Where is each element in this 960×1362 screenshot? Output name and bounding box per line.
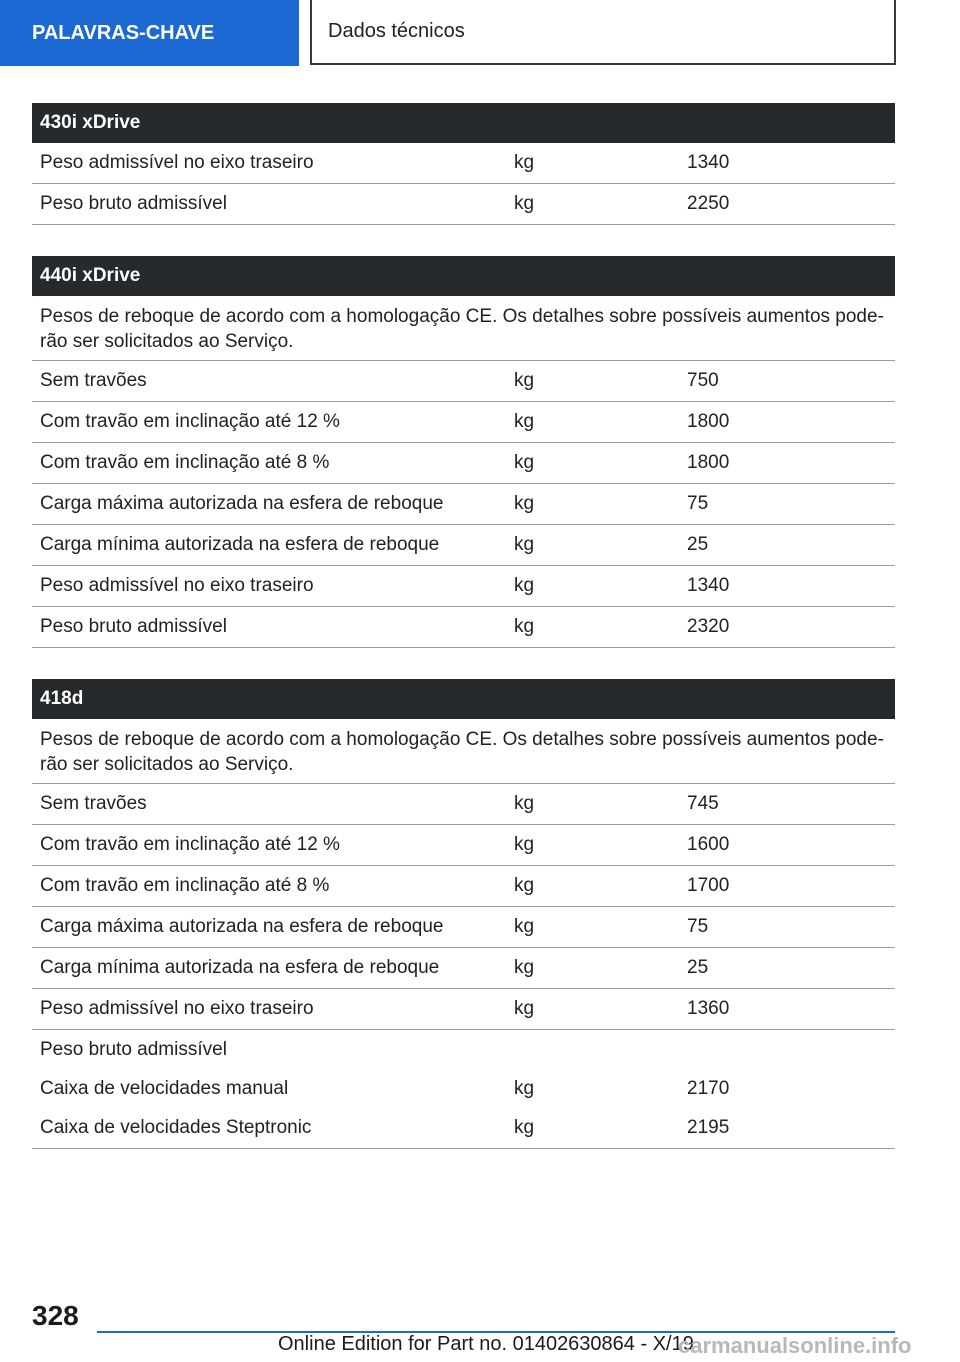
row-value: 1340 <box>687 152 730 173</box>
table-row <box>32 1108 895 1149</box>
table-row <box>32 361 895 402</box>
table-row <box>32 866 895 907</box>
row-value: 745 <box>687 793 719 814</box>
row-value: 2320 <box>687 616 730 637</box>
row-label: Peso bruto admissível <box>40 193 227 214</box>
row-unit: kg <box>514 370 535 391</box>
row-label: Carga mínima autorizada na esfera de reboque <box>40 534 440 555</box>
footer-edition-text: Online Edition for Part no. 01402630864 - X/19 <box>278 1333 694 1355</box>
row-label: Com travão em inclinação até 8 % <box>40 452 330 473</box>
table-row <box>32 566 895 607</box>
row-label: Caixa de velocidades manual <box>40 1077 289 1099</box>
section-title: 440i xDrive <box>32 256 895 296</box>
section-note: Pesos de reboque de acordo com a homologação CE. Os detalhes sobre possíveis aumentos pode-rão ser solicitados ao Serviço. <box>32 296 895 361</box>
table-row <box>32 825 895 866</box>
row-unit: kg <box>514 998 535 1019</box>
section-note: Pesos de reboque de acordo com a homologação CE. Os detalhes sobre possíveis aumentos pode-rão ser solicitados ao Serviço. <box>32 719 895 784</box>
row-value: 1340 <box>687 575 730 596</box>
row-label: Peso admissível no eixo traseiro <box>40 998 314 1019</box>
table-row <box>32 402 895 443</box>
header-bar <box>0 0 960 66</box>
row-value: 25 <box>687 957 709 978</box>
row-value: 2250 <box>687 193 730 214</box>
row-unit: kg <box>514 834 535 855</box>
table-row <box>32 184 895 225</box>
row-unit: kg <box>514 575 535 596</box>
table-row-gross-header <box>32 1030 895 1069</box>
row-value: 75 <box>687 916 709 937</box>
row-unit: kg <box>514 616 535 637</box>
row-unit: kg <box>514 411 535 432</box>
row-unit: kg <box>514 1117 535 1138</box>
table-row <box>32 443 895 484</box>
row-unit: kg <box>514 493 535 514</box>
row-value: 25 <box>687 534 709 555</box>
row-unit: kg <box>514 1077 535 1099</box>
row-value: 1800 <box>687 411 730 432</box>
row-label: Carga mínima autorizada na esfera de reboque <box>40 957 440 978</box>
row-unit: kg <box>514 916 535 937</box>
row-label: Peso bruto admissível <box>40 616 227 637</box>
spec-content <box>32 103 895 1180</box>
row-value: 750 <box>687 370 719 391</box>
spec-section-430i <box>32 103 895 225</box>
table-row <box>32 948 895 989</box>
section-tab-technical-data[interactable]: Dados técnicos <box>310 0 896 65</box>
row-label: Com travão em inclinação até 12 % <box>40 411 340 432</box>
table-row <box>32 907 895 948</box>
section-title: 430i xDrive <box>32 103 895 143</box>
row-label: Peso admissível no eixo traseiro <box>40 152 314 173</box>
section-title: 418d <box>32 679 895 719</box>
row-label: Peso admissível no eixo traseiro <box>40 575 314 596</box>
row-value: 1360 <box>687 998 730 1019</box>
row-value: 1800 <box>687 452 730 473</box>
table-row <box>32 784 895 825</box>
row-label: Com travão em inclinação até 8 % <box>40 875 330 896</box>
row-unit: kg <box>514 793 535 814</box>
row-value: 1600 <box>687 834 730 855</box>
watermark: carmanualsonline.info <box>678 1333 912 1358</box>
row-label: Caixa de velocidades Steptronic <box>40 1117 312 1138</box>
table-row <box>32 607 895 648</box>
spec-section-418d <box>32 679 895 1149</box>
spec-section-440i <box>32 256 895 648</box>
row-label: Sem travões <box>40 793 147 814</box>
row-unit: kg <box>514 152 535 173</box>
keywords-tab[interactable]: PALAVRAS-CHAVE <box>0 0 299 66</box>
row-unit: kg <box>514 534 535 555</box>
row-label: Peso bruto admissível <box>40 1038 227 1060</box>
row-unit: kg <box>514 193 535 214</box>
table-row <box>32 1069 895 1108</box>
row-value: 1700 <box>687 875 730 896</box>
table-row <box>32 989 895 1030</box>
table-row <box>32 525 895 566</box>
row-unit: kg <box>514 957 535 978</box>
table-row <box>32 143 895 184</box>
table-row <box>32 484 895 525</box>
row-label: Carga máxima autorizada na esfera de reboque <box>40 493 444 514</box>
page-number: 328 <box>32 1300 79 1331</box>
row-value: 2170 <box>687 1077 730 1099</box>
row-label: Carga máxima autorizada na esfera de reboque <box>40 916 444 937</box>
row-value: 75 <box>687 493 709 514</box>
row-value: 2195 <box>687 1117 730 1138</box>
row-unit: kg <box>514 875 535 896</box>
row-label: Sem travões <box>40 370 147 391</box>
row-label: Com travão em inclinação até 12 % <box>40 834 340 855</box>
row-unit: kg <box>514 452 535 473</box>
